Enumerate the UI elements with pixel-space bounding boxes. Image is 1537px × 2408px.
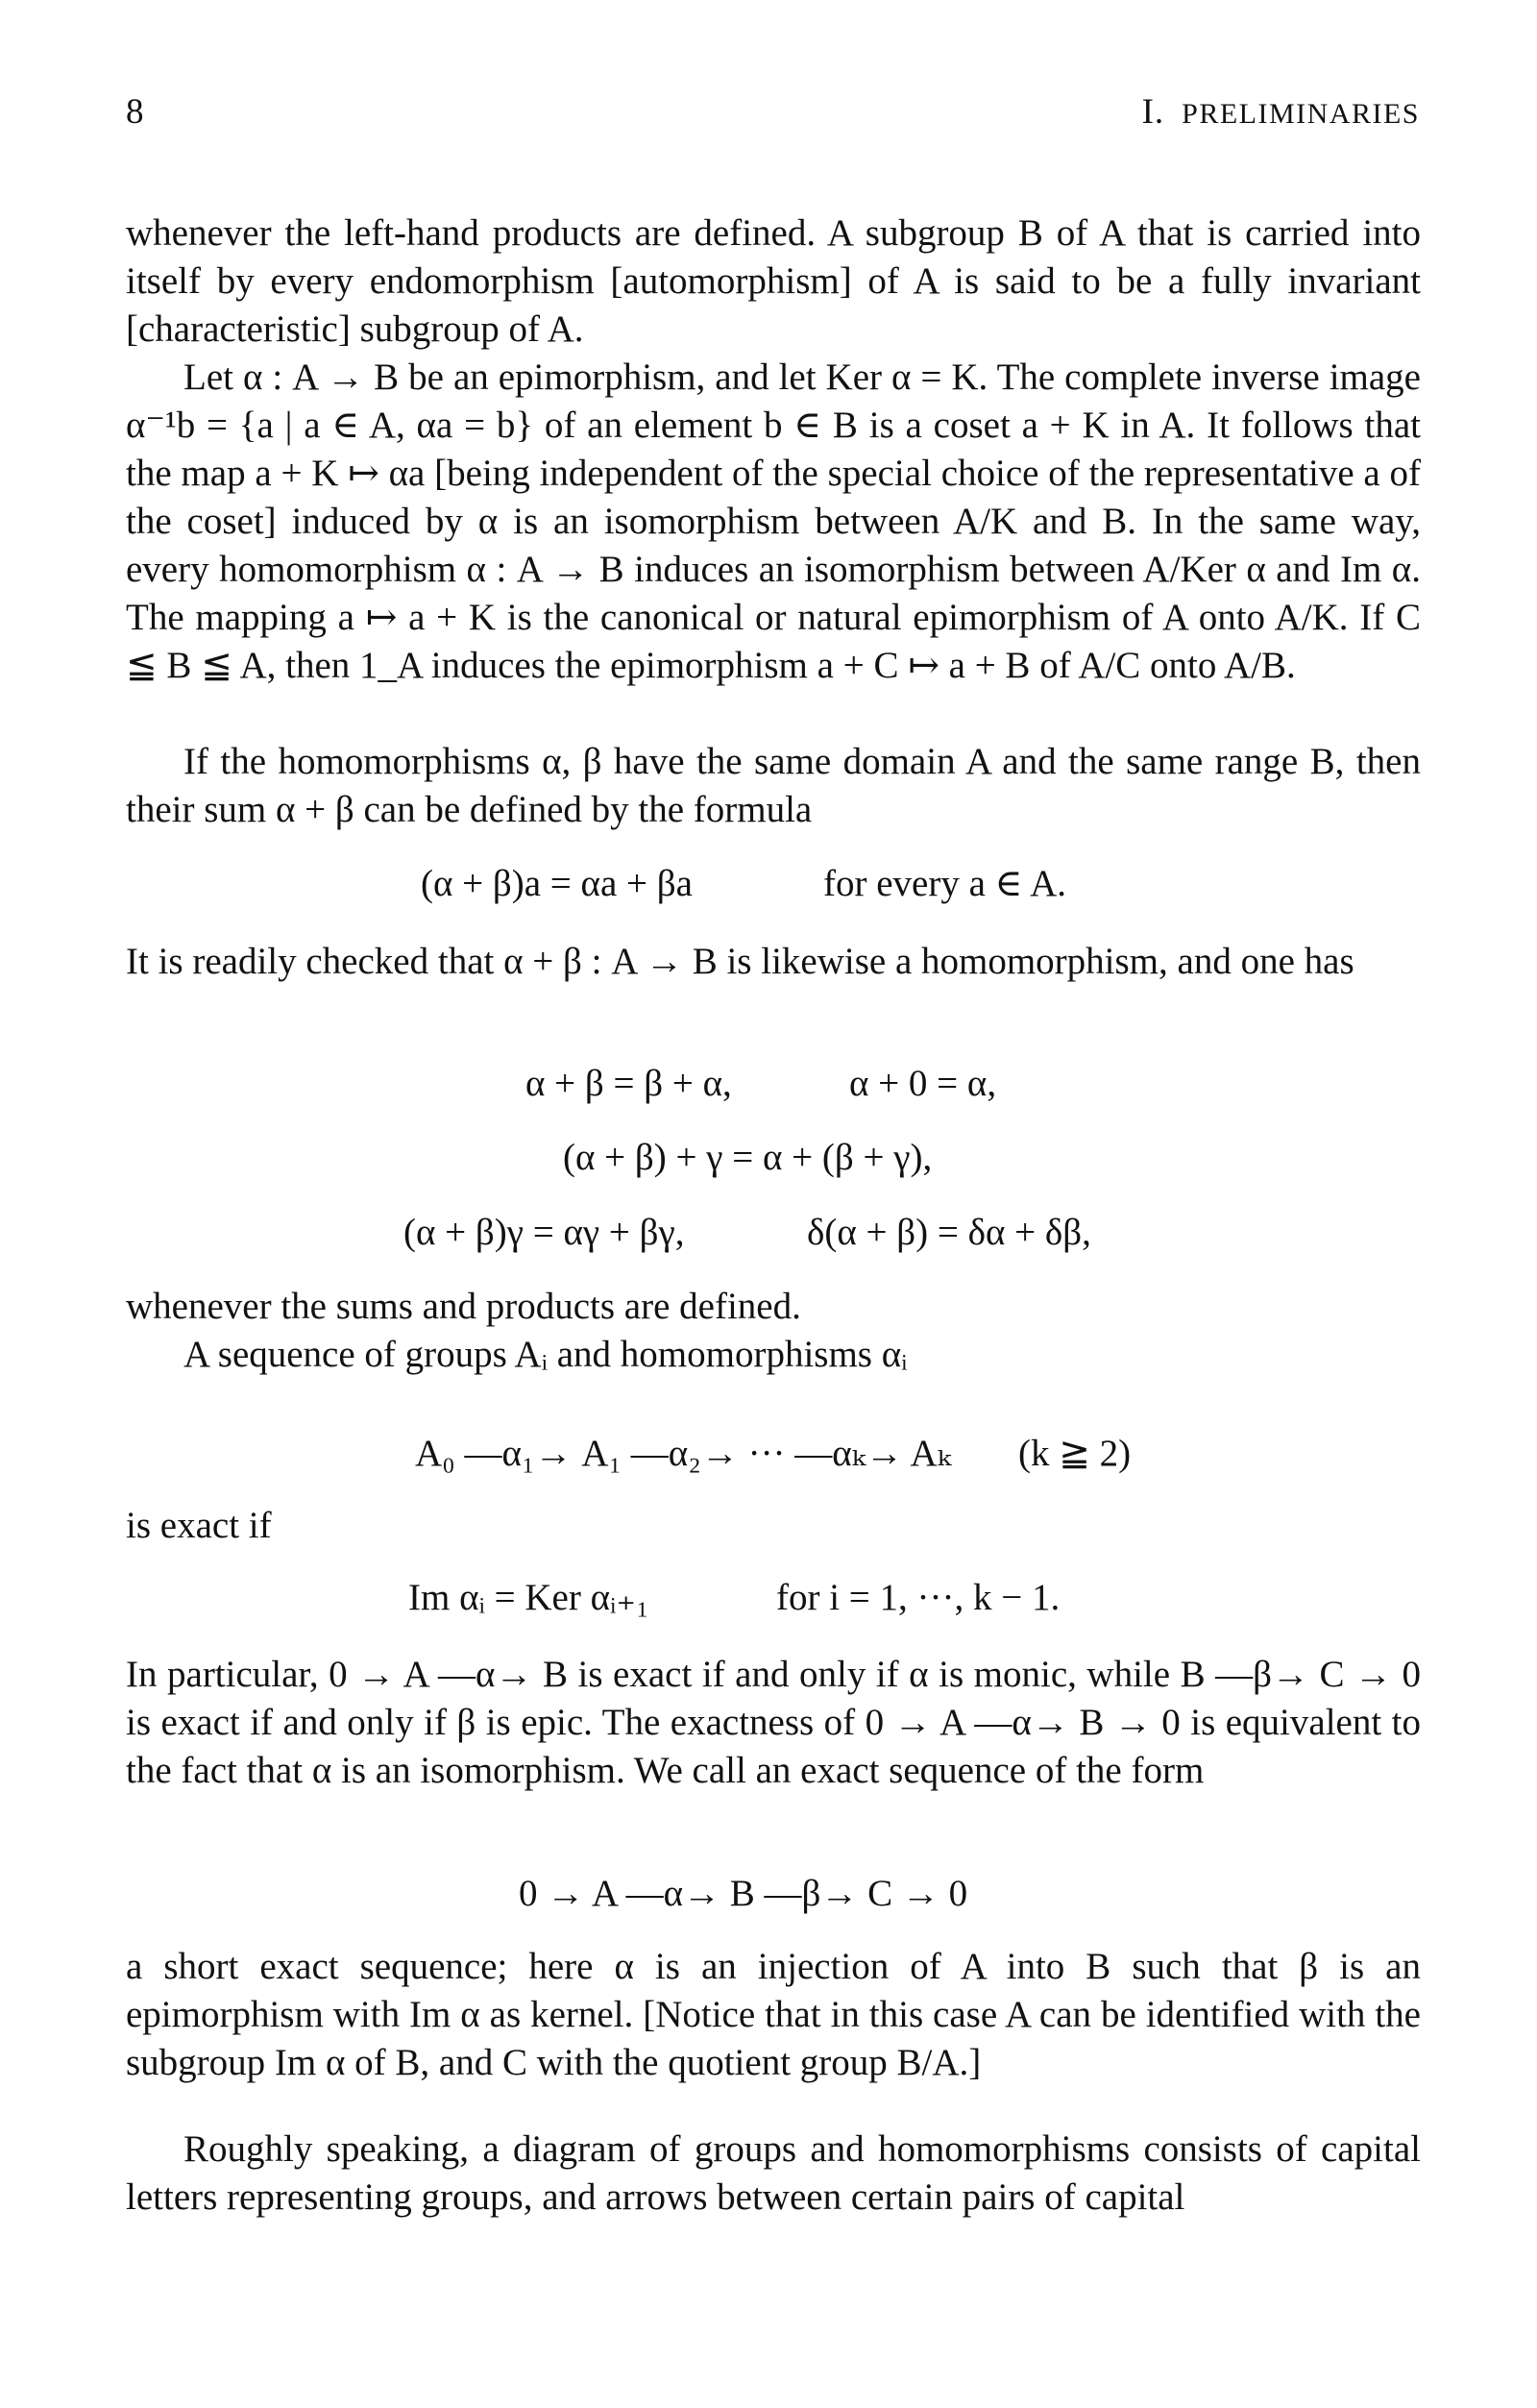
paragraph-10: Roughly speaking, a diagram of groups and homomorphisms consists of capital letters representing groups, and arrows between certain pairs of capital (126, 2128, 1421, 2218)
short-exact-sequence: 0 → A —α→ B —β→ C → 0 (519, 1873, 968, 1914)
paragraph-8: In particular, 0 → A —α→ B is exact if and only if α is monic, while B —β→ C → 0 is exact if and only if β is epic. The exactness of 0 → A —α→ B → 0 is equivalent to the fact that α is an isomorphism. We call an exact sequence of the form (126, 1654, 1421, 1791)
page-number: 8 (126, 92, 144, 132)
identity-right-distributive: (α + β)γ = αγ + βγ, (403, 1212, 685, 1253)
running-head (1142, 91, 1420, 133)
paragraph-5: whenever the sums and products are defined. (126, 1286, 801, 1327)
sequence-condition: (k ≧ 2) (1018, 1433, 1132, 1474)
sum-definition: (α + β)a = αa + βa (421, 863, 693, 904)
chapter-title: PRELIMINARIES (1182, 98, 1420, 130)
paragraph-6: A sequence of groups Aᵢ and homomorphisms αᵢ (183, 1334, 908, 1375)
paragraph-9: a short exact sequence; here α is an injection of A into B such that β is an epimorphism with Im α as kernel. [Notice that in this case A can be identified with the subgroup Im α of B, and C with the quotient group B/A.] (126, 1946, 1421, 2083)
sequence-diagram: A₀ —α₁→ A₁ —α₂→ ··· —αₖ→ Aₖ (415, 1433, 951, 1474)
exactness-condition: for i = 1, ···, k − 1. (776, 1577, 1061, 1618)
identity-zero: α + 0 = α, (849, 1063, 997, 1104)
exactness-definition: Im αᵢ = Ker αᵢ₊₁ (408, 1577, 649, 1618)
identity-left-distributive: δ(α + β) = δα + δβ, (807, 1212, 1091, 1253)
chapter-numeral: I. (1141, 92, 1165, 132)
identity-associative: (α + β) + γ = α + (β + γ), (563, 1137, 933, 1178)
paragraph-3: If the homomorphisms α, β have the same domain A and the same range B, then their sum α + β can be defined by the formula (126, 741, 1421, 830)
paragraph-1: whenever the left-hand products are defined. A subgroup B of A that is carried into itself by every endomorphism [automorphism] of A is said to be a fully invariant [characteristic] subgroup of A. (126, 212, 1421, 350)
paragraph-4: It is readily checked that α + β : A → B is likewise a homomorphism, and one has (126, 941, 1354, 982)
identity-commutative: α + β = β + α, (525, 1063, 732, 1104)
paragraph-2: Let α : A → B be an epimorphism, and let Ker α = K. The complete inverse image α⁻¹b = {a | a ∈ A, αa = b} of an element b ∈ B is a coset a + K in A. It follows that the map a + K ↦ αa [being independent of the special choice of the representative a of the coset] induced by α is an isomorphism between A/K and B. In the same way, every homomorphism α : A → B induces an isomorphism between A/Ker α and Im α. The mapping a ↦ a + K is the canonical or natural epimorphism of A onto A/K. If C ≦ B ≦ A, then 1_A induces the epimorphism a + C ↦ a + B of A/C onto A/B. (126, 356, 1421, 686)
sum-definition-condition: for every a ∈ A. (823, 863, 1067, 904)
paragraph-7: is exact if (126, 1505, 272, 1546)
